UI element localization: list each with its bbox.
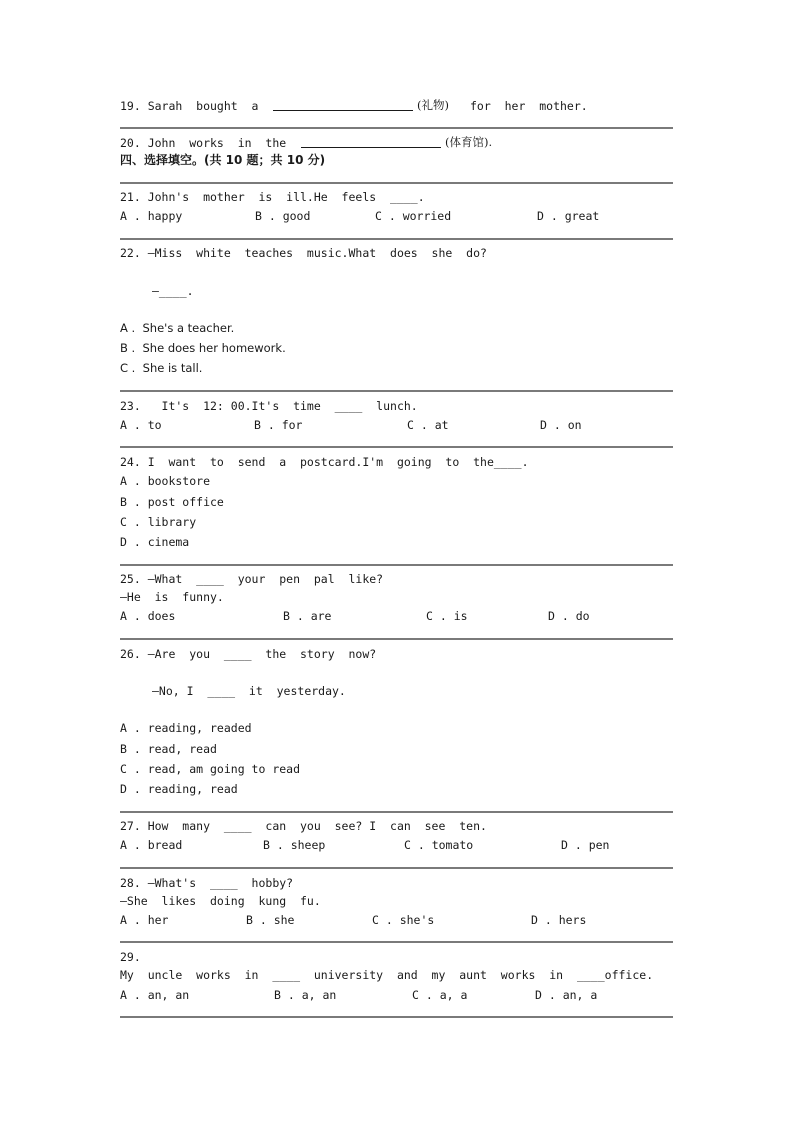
q26-option-d: D . reading, read (120, 782, 238, 796)
q27-option-d: D . pen (561, 838, 610, 852)
q20-hint: (体育馆). (445, 135, 493, 149)
q28-stem: 28. —What's ____ hobby? (120, 876, 294, 890)
q29-number: 29. (120, 950, 141, 964)
divider (120, 941, 673, 943)
q21-option-a: A . happy (120, 209, 183, 223)
q23-stem: 23. It's 12: 00.It's time ____ lunch. (120, 399, 418, 413)
q26-option-a: A . reading, readed (120, 721, 252, 735)
q24-option-d: D . cinema (120, 535, 190, 549)
q28-option-c: C . she's (372, 913, 435, 927)
q21-stem: 21. John's mother is ill.He feels ____. (120, 190, 425, 204)
q27-option-c: C . tomato (404, 838, 474, 852)
q23-option-b: B . for (254, 418, 303, 432)
q22-option-b: B . She does her homework. (120, 341, 286, 355)
q27-stem: 27. How many ____ can you see? I can see ten. (120, 819, 487, 833)
divider (120, 564, 673, 566)
q20-pre: 20. John works in the (120, 136, 287, 150)
q22-option-a: A . She's a teacher. (120, 321, 235, 335)
divider (120, 446, 673, 448)
q24-option-c: C . library (120, 515, 197, 529)
q25-option-c: C . is (426, 609, 468, 623)
q26-option-c: C . read, am going to read (120, 762, 301, 776)
q26-reply: —No, I ____ it yesterday. (152, 684, 346, 698)
q19-post: for her mother. (470, 99, 588, 113)
divider (120, 390, 673, 392)
section-heading: 四、选择填空。(共 10 题；共 10 分) (120, 153, 326, 167)
q28-option-d: D . hers (531, 913, 587, 927)
q24-option-b: B . post office (120, 495, 224, 509)
q24-option-a: A . bookstore (120, 474, 211, 488)
q20-blank (301, 136, 441, 148)
q24-stem: 24. I want to send a postcard.I'm going to the____. (120, 455, 529, 469)
q25-option-b: B . are (283, 609, 332, 623)
q29-stem: My uncle works in ____ university and my aunt works in ____office. (120, 968, 654, 982)
q28-option-a: A . her (120, 913, 169, 927)
q29-option-b: B . a, an (274, 988, 337, 1002)
q25-option-d: D . do (548, 609, 590, 623)
divider (120, 182, 673, 184)
q28-option-b: B . she (246, 913, 295, 927)
q26-stem: 26. —Are you ____ the story now? (120, 647, 377, 661)
q19-blank (273, 99, 413, 111)
q29-option-c: C . a, a (412, 988, 468, 1002)
q25-stem: 25. —What ____ your pen pal like? (120, 572, 384, 586)
divider (120, 638, 673, 640)
q22-reply: —____. (152, 284, 194, 298)
q19-hint: (礼物) (417, 98, 449, 112)
q22-option-c: C . She is tall. (120, 361, 203, 375)
divider (120, 1016, 673, 1018)
q23-option-c: C . at (407, 418, 449, 432)
q21-option-d: D . great (537, 209, 600, 223)
q27-option-b: B . sheep (263, 838, 326, 852)
divider (120, 811, 673, 813)
divider (120, 127, 673, 129)
q21-option-b: B . good (255, 209, 311, 223)
q25-reply: —He is funny. (120, 590, 224, 604)
q23-option-d: D . on (540, 418, 582, 432)
q28-reply: —She likes doing kung fu. (120, 894, 321, 908)
divider (120, 867, 673, 869)
q22-stem: 22. —Miss white teaches music.What does she do? (120, 246, 487, 260)
q27-option-a: A . bread (120, 838, 183, 852)
q29-option-a: A . an, an (120, 988, 190, 1002)
q21-option-c: C . worried (375, 209, 452, 223)
q26-option-b: B . read, read (120, 742, 217, 756)
q19-pre: 19. Sarah bought a (120, 99, 259, 113)
q29-option-d: D . an, a (535, 988, 598, 1002)
q25-option-a: A . does (120, 609, 176, 623)
divider (120, 238, 673, 240)
q23-option-a: A . to (120, 418, 162, 432)
